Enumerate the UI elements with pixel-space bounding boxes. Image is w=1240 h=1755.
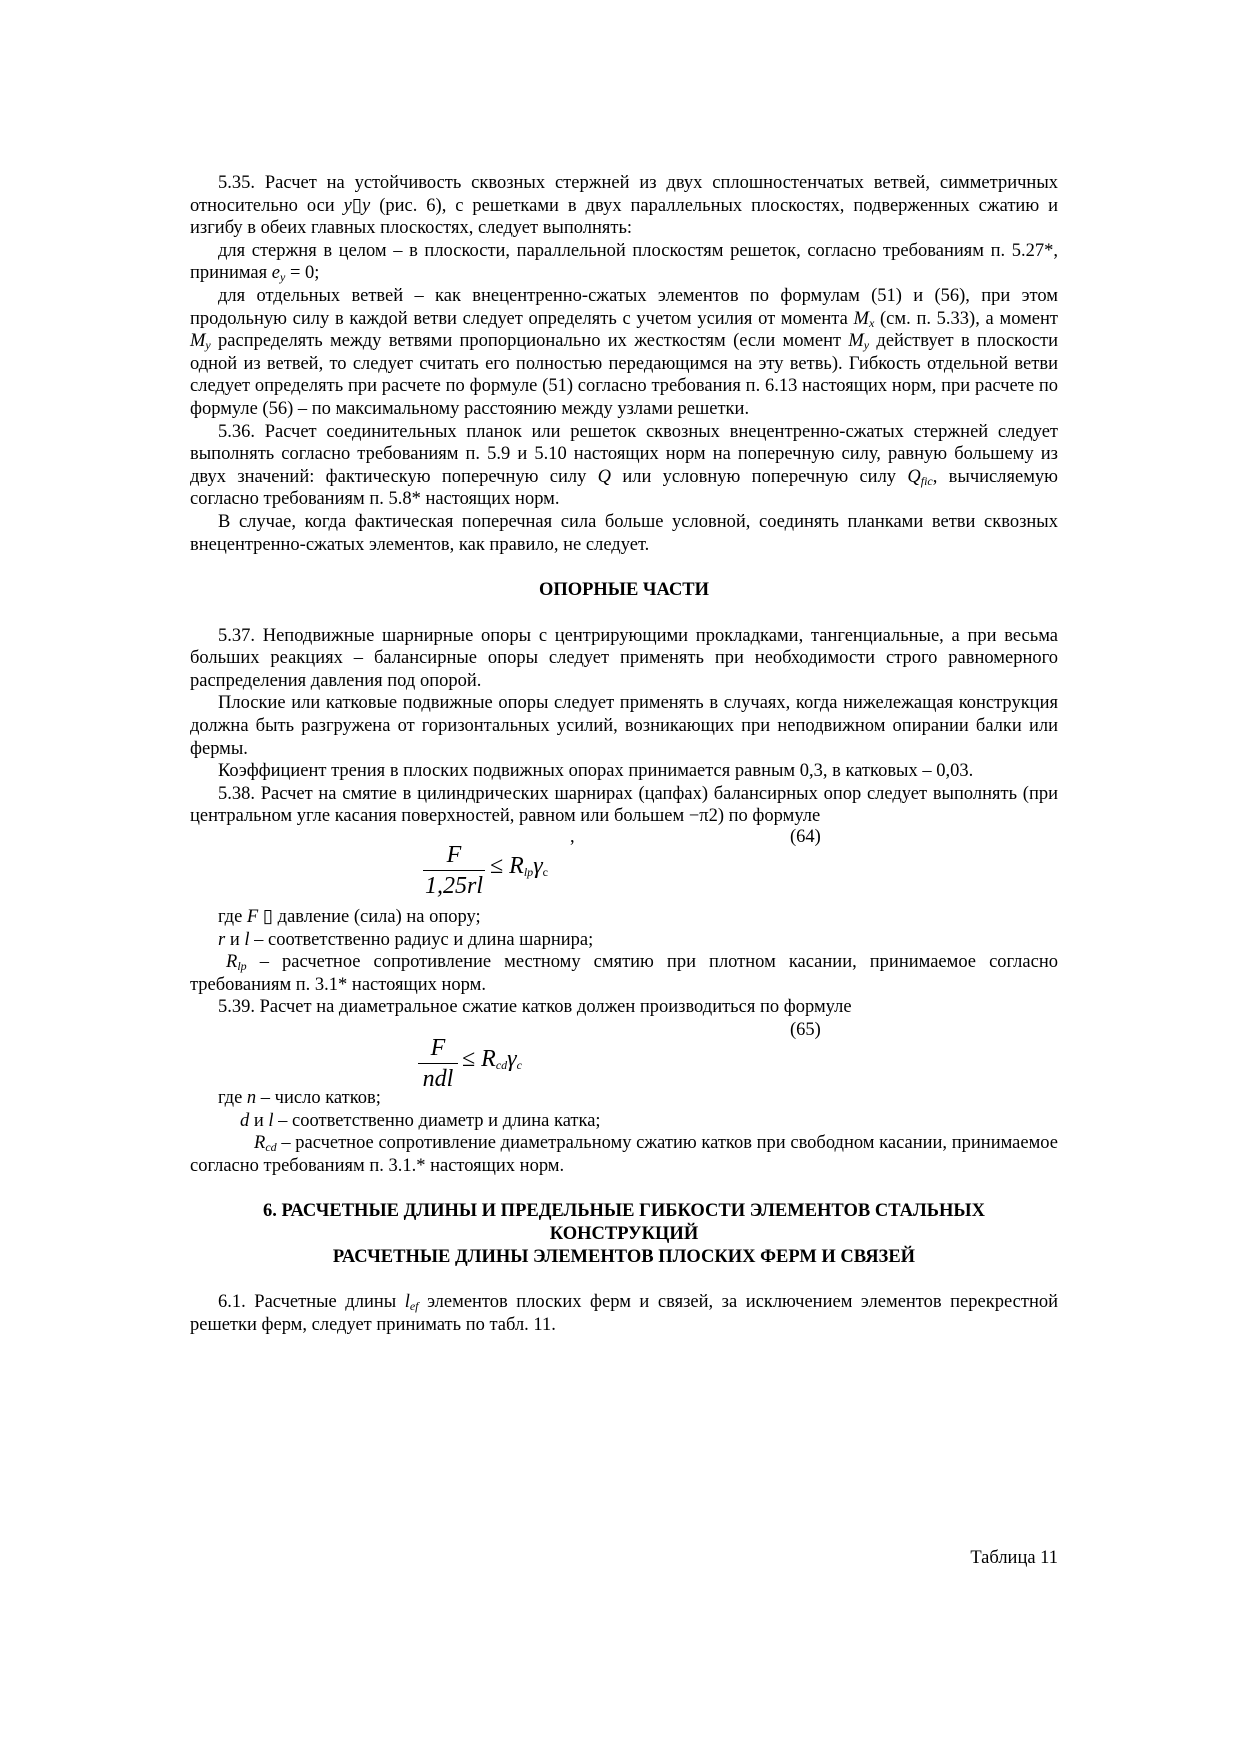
paragraph-5-35: 5.35. Расчет на устойчивость сквозных стержней из двух сплошностенчатых ветвей, симметричных относительно оси y▯y (рис. 6), с решетками в двух параллельных плоскостях, подверженных сжатию и изгибу в обеих главных плоскостях, следует выполнять: bbox=[190, 173, 1058, 239]
paragraph-6-1: 6.1. Расчетные длины $l_{ef}$ элементов плоских ферм и связей, за исключением элементов перекрестной решетки ферм, следует принимать по табл. 11. bbox=[190, 1292, 1058, 1335]
numerator: F bbox=[430, 1035, 446, 1061]
where-Rlp: $R_{lp}$ – расчетное сопротивление местному смятию при плотном касании, принимаемое согласно требованиям п. 3.1* настоящих норм. bbox=[190, 952, 1058, 995]
equation-number-64: (64) bbox=[790, 827, 821, 848]
paragraph-5-36: 5.36. Расчет соединительных планок или решеток сквозных внецентренно-сжатых стержней следует выполнять согласно требованиям п. 5.9 и 5.10 настоящих норм на поперечную силу, равную большему из двух значений: фактическую поперечную силу Q или условную поперечную силу $Q_{fic}$, вычисляемую согласно требованиям п. 5.8* настоящих норм. bbox=[190, 421, 1058, 510]
formula-64 bbox=[190, 828, 1058, 906]
formula-64-rhs: ≤ $R_{lp}\gamma_c$ bbox=[490, 853, 548, 880]
paragraph-5-36-note: В случае, когда фактическая поперечная сила больше условной, соединять планками ветви сквозных внецентренно-сжатых элементов, как правило, не следует. bbox=[190, 511, 1058, 555]
paragraph-5-38: 5.38. Расчет на смятие в цилиндрических шарнирах (цапфах) балансирных опор следует выполнять (при центральном угле касания поверхностей, равном или большем −π2) по формуле bbox=[190, 783, 1058, 827]
paragraph-5-35-whole-rod: для стержня в целом – в плоскости, параллельной плоскостям решеток, согласно требованиям п. 5.27*, принимая $e_y = 0$; bbox=[190, 240, 1058, 285]
formula-comma: , bbox=[570, 827, 575, 848]
formula-65-rhs: ≤ $R_{cd}\gamma_c$ bbox=[462, 1046, 522, 1072]
table-label: Таблица 11 bbox=[970, 1548, 1058, 1568]
paragraph-5-39: 5.39. Расчет на диаметральное сжатие катков должен производиться по формуле bbox=[218, 997, 852, 1018]
axis-label: y▯y bbox=[343, 195, 371, 216]
formula-64-fraction bbox=[423, 840, 485, 901]
where-Rcd: $R_{cd}$ – расчетное сопротивление диаметральному сжатию катков при свободном касании, принимаемое согласно требованиям п. 3.1.* настоящих норм. bbox=[190, 1133, 1058, 1176]
paragraph-5-37: 5.37. Неподвижные шарнирные опоры с центрирующими прокладками, тангенциальные, а при весьма больших реакциях – балансирные опоры следует применять при необходимости строго равномерного распределения давления под опорой. bbox=[190, 625, 1058, 691]
equation-number-65: (65) bbox=[790, 1020, 821, 1040]
heading-section-6-line1: 6. РАСЧЕТНЫЕ ДЛИНЫ И ПРЕДЕЛЬНЫЕ ГИБКОСТИ ЭЛЕМЕНТОВ СТАЛЬНЫХ КОНСТРУКЦИЙ bbox=[263, 1201, 985, 1244]
formula-65 bbox=[190, 1019, 1058, 1092]
numerator: F bbox=[446, 842, 462, 869]
where-r-l: r и l – соответственно радиус и длина шарнира; bbox=[218, 929, 594, 950]
document-page bbox=[190, 172, 1058, 1336]
where-n: где n – число катков; bbox=[218, 1088, 381, 1108]
heading-section-6 bbox=[190, 1200, 1058, 1268]
heading-supports: ОПОРНЫЕ ЧАСТИ bbox=[538, 580, 710, 601]
where-F: где F ▯ давление (сила) на опору; bbox=[218, 907, 481, 928]
heading-section-6-line2: РАСЧЕТНЫЕ ДЛИНЫ ЭЛЕМЕНТОВ ПЛОСКИХ ФЕРМ И СВЯЗЕЙ bbox=[332, 1246, 916, 1267]
denominator: ndl bbox=[422, 1066, 454, 1092]
where-d-l: d и l – соответственно диаметр и длина катка; bbox=[240, 1110, 601, 1131]
paragraph-5-35-branches: для отдельных ветвей – как внецентренно-сжатых элементов по формулам (51) и (56), при этом продольную силу в каждой ветви следует определять с учетом усилия от момента $M_x$ (см. п. 5.33), а момент $M_y$ распределять между ветвями пропорционально их жесткостям (если момент $M_y$ действует в плоскости одной из ветвей, то следует считать его полностью передающимся на эту ветвь). Гибкость отдельной ветви следует определять при расчете по формуле (51) согласно требования п. 6.13 настоящих норм, при расчете по формуле (56) – по максимальному расстоянию между узлами решетки. bbox=[190, 285, 1058, 419]
paragraph-5-37-friction: Коэффициент трения в плоских подвижных опорах принимается равным 0,3, в катковых – 0,03. bbox=[218, 761, 974, 782]
formula-65-fraction bbox=[418, 1033, 458, 1094]
paragraph-5-37-flat: Плоские или катковые подвижные опоры следует применять в случаях, когда нижележащая конструкция должна быть разгружена от горизонтальных усилий, возникающих при неподвижном опирании балки или фермы. bbox=[190, 693, 1058, 759]
denominator: 1,25rl bbox=[424, 873, 483, 900]
